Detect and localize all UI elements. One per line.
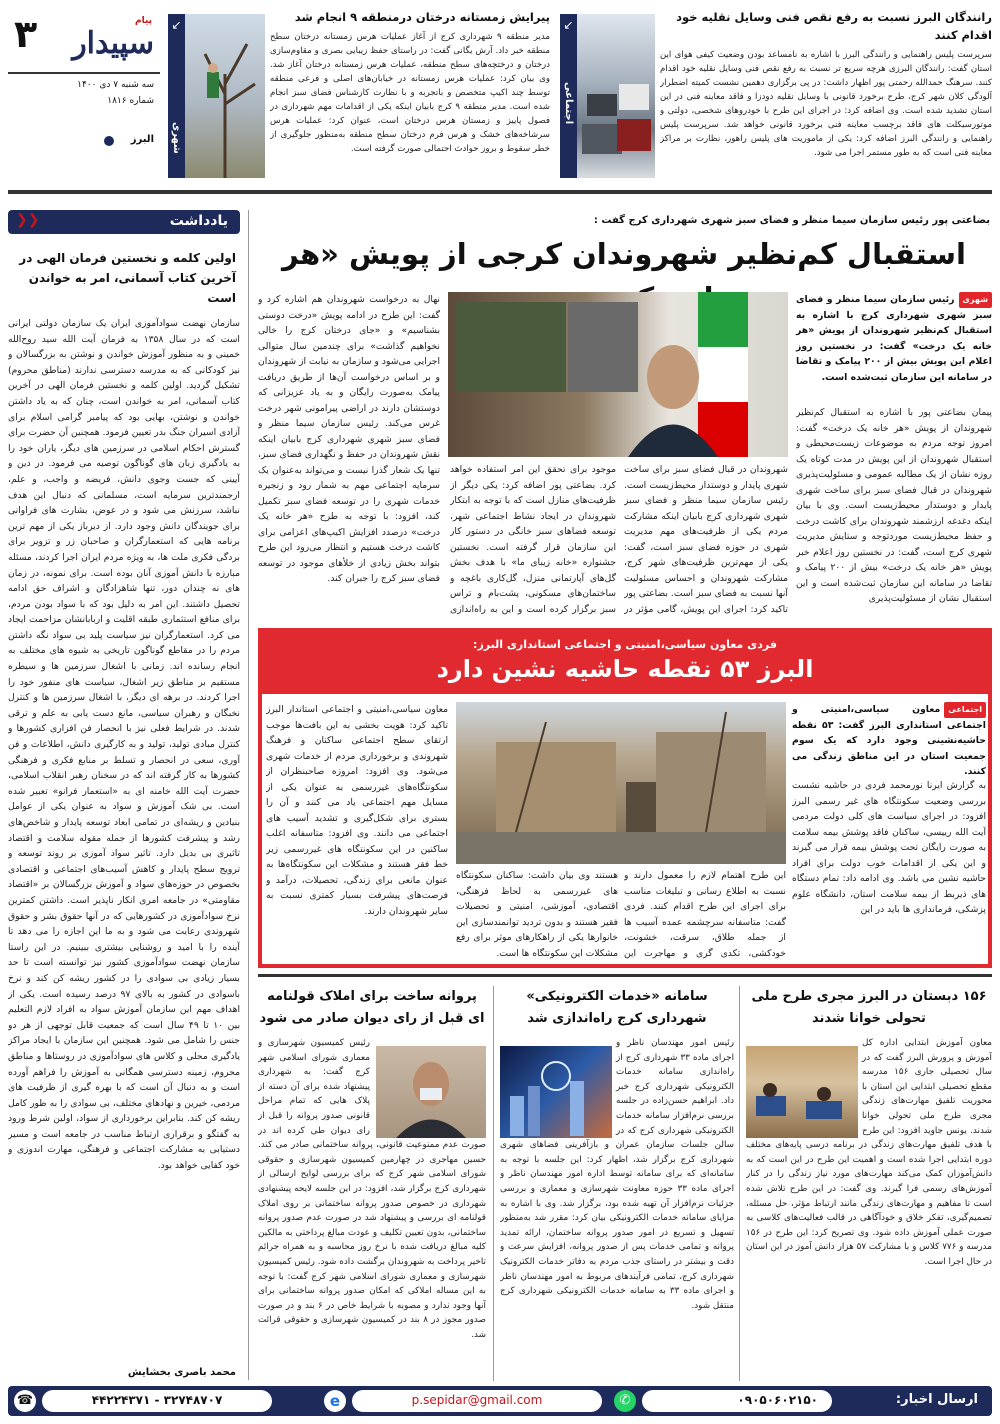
opinion-body: سازمان نهضت سوادآموزی ایران یک سازمان دولتی ایرانی است که در سال ۱۳۵۸ به فرمان آیت الله سید روح‌الله خمینی و به منظور آموزش خواندن و نوشتن به بزرگسالان و نیز کودکانی که به مدرسه دسترسی ندارند (مناطق محروم) تشکیل گردید. اولین کلمه و نخستین فرمان الهی در آخرین کتاب آسمانی، امر به خواندن است، چنان که به یاد داشتن خواندن و نوشتن، بهایی بود که پیامبر گرامی اسلام برای آزادی اسیران جنگ بدر تعیین فرمود. همچنین آن حضرت برای گسترش احکام اسلامی در سرزمین های دیگر، یاران خود را به یادگیری زبان های گوناگون توصیه می فرمود. در دین و آیینی که جست وجوی دانش، فریضه و واجب، و علم، ارجمندترین سرمایه است، مسلمانی که دنبال این هدف نباشد، سرزنش می شود و در عوض، بشارت های فراوانی برای جویندگان دانش وجود دارد. از دیرباز یکی از مهم ترین برنامه هایی که استعمارگران و صاحبان زر و تزویر برای بردگی فکری ملت ها، به ویژه مردم ایران اجرا کردند، مسئله مبارزه با دانش آموزی آنان بوده است. برای نمونه، در زمان های نه چندان دور، تنها شاهزادگان و اشراف حق ادامه تحصیل داشتند. این امر به دلیل بود که با سواد بودن مردم، برای منافع استثماری طبقه اقلیت و اربابانشان مزاحمت ایجاد می کرد. استعمارگران نیز سیاست پلید بی سواد نگه داشتن مردم را در مقاطع گوناگون تاریخی به شیوه های مختلف به انجام رسانده اند. زمانی با اشغال سرزمین ها و سیطره مستقیم بر مناطق زیر اشغال، سیاست های منفور خود را اجرا کردند. در برهه ای دیگر، با اشغال سرزمین ها و کنترل نخبگان و رهبران سیاسی، مانع دست یابی به علم و ترقی شدند. در شرایط فعلی نیز با انحصار فن افزاری کشورها و کنترل مبادی تولید، تولید و به کارگیری دانش، اطلاعات و فن آوری، سعی در انحصار و تسلط بر منابع فکری و فرهنگی کشورها به کار گرفته اند که در سخنان رهبر انقلاب اسلامی، حضرت آیت الله خامنه ای به «استعمار فرانو» تعبیر شده است. بی شک آموزش و سواد به عنوان یکی از عوامل بنیادین و ریشه‌ای در تمامی ابعاد توسعه پایدار و شاخص‌های رشد و پیشرفت کشورها از جمله مقوله سلامت و اقتصاد تاثیری بی بدیل دارد. تاثیر سواد آموزی بر روند توسعه و ترویج سطح پایدار و کاهش آسیب‌های اجتماعی و اقتصادی بخصوص در حوزه‌های سواد و آموزش بزرگسالان بر «اقتصاد مقاومتی» در جامعه امری انکار ناپذیر است. داشتن کمترین نرخ سوادآموزی در کشورهایی که در آنها حقوق بشر و حقوق شهروندی رعایت می شود و به ما این اجازه را می دهد تا آینده را با امید و روشنایی بیشتری ببینیم. در این راستا سازمان نهضت سوادآموزی کشور نیز توانسته است تا حد بسیار زیادی بی سوادی را در کشور ریشه کن کند و نرخ باسوادی در کشور به بالای ۹۷ درصد رسیده است. یکی از اهداف مهم این سازمان آموزش سواد به افراد لازم التعلیم بین ۱۰ تا ۴۹ سال است که جمعیت قابل توجهی از هر دو جنس را شامل می شود. همچنین این سازمان با ایجاد مراکز یادگیری محلی و کلاس های سوادآموزی در روستاها و مناطق محروم، زمینه دسترسی همگانی به آموزش را فراهم آورده است و به دنبال آن است که با بهره گیری از ظرفیت های مردمی، خیرین و نهادهای مختلف، بی سوادی را به طور کامل ریشه کن کند. بنابراین برخورداری از سواد، اولین شرط ورود به گفتگو و برقراری ارتباط مناسب در جامعه است و مسیر دستیابی به مشارکت اجتماعی و فرهنگی، مهارت اندوزی و خود کفایی خواهد بود. <box>8 318 240 1172</box>
lead-headline: استقبال کم‌نظیر شهروندان کرجی از پویش «هر <box>282 237 966 271</box>
drivers-article <box>660 8 992 183</box>
feature-col-left: معاون سیاسی،امنیتی و اجتماعی استاندار البرز تاکید کرد: هویت بخشی به این بافت‌ها موجب ارتقای سطح اجتماعی ساکنان و فرهنگ شهروندی و برخورداری مردم از خدمات شهری می‌شود. وی افزود: امروزه صاحبنظران از سکونتگاه‌های غیررسمی به عنوان یکی از مسایل مهم اجتماعی یاد می کنند و آن را بستری برای شکل‌گیری و تشدید آسیب های اجتماعی می دانند. وی افزود: متاسفانه اغلب ساکنین در این سکونتگاه های غیررسمی زیر خط فقر هستند و مشکلات این سکونتگاه‌ها به عنوان مانعی برای زندگی، تحصیلات، درآمد و فرصت‌های پیشرفت بسیار کمتری نسبت به سایر شهروندان دارند. <box>266 704 448 917</box>
email-address: p.sepidar@gmail.com <box>411 1393 543 1407</box>
lead-col-right: پیمان بضاعتی پور با اشاره به استقبال کم‌نظیر شهروندان از پویش «هر خانه یک درخت» گفت: امروز توجه مردم به موضوعات زیست‌محیطی و استقبال شهروندان از این پویش در مدت کوتاه یک روزه نشان از یک مطالبه عمومی و مسئولیت‌پذیری شهروندان در قبال فضای سبز برای ساخت شهری پایدار و دوستدار محیط‌زیست است. وی با بیان اینکه دغدغه ارزشمند شهروندان برای کاشت درخت و حفظ محیط‌زیست موردتوجه و ستایش مدیریت شهری کرج است، گفت: در نخستین روز اعلام خبر پویش «هر خانه یک درخت» بیش از ۲۰۰ پیامک و تقاضا در سامانه این سازمان ثبت‌شده است و این استقبال نشان از مسئولیت‌پذیری <box>796 407 992 604</box>
esystem-article <box>500 986 734 1381</box>
phone-icon[interactable]: ☎ <box>14 1390 36 1412</box>
arrow-icon: ↙ <box>563 18 574 32</box>
email-icon[interactable]: e <box>324 1390 346 1412</box>
lead-col-mid-right: شهروندان در قبال فضای سبز برای ساخت شهری پایدار و دوستدار محیط‌زیست است. رئیس سازمان سیما منظر و فضای سبز شهری شهرداری کرج بابیان اینکه مشارکت مردم یکی از ظرفیت‌های مهم مدیریت شهری در حوزه فضای سبز است، گفت: یکی از مهم‌ترین ظرفیت‌های شهر کرج، مشارکت شهروندان و احساس مسئولیت آنها نسبت به فضای سبز است. بضاعتی پور تاکید کرد: اجرای این پویش، گامی مؤثر در <box>624 464 788 615</box>
permits-text: رئیس کمیسیون شهرسازی و معماری شورای اسلامی شهر کرج گفت: به شهرداری پیشنهاد شده برای آن دسته از پلاک هایی که تمام مراحل قانونی صدور پروانه را قبل از رای دیوان طی کرده اند در صورت عدم ممنوعیت قانونی، پروانه ساختمانی صادر می کند. حسین مهاجری در چهارمین کمیسیون شهرسازی و حقوقی شورای اسلامی شهر کرج که برای بررسی لوایح ارسالی از شهرداری کرج برگزار شد، افزود: در این جلسه لایحه پیشنهادی شهرداری در خصوص صدور پروانه ساختمانی بر روی املاک قولنامه ای بررسی و پیشنهاد شد در صورت عدم صدور پروانه ساختمانی، بدون تعیین تکلیف و عودت مبالغ پرداختی به مالکین کلیه مبالغ دریافت شده با نرخ روز محاسبه و به همراه جرائم تاخیر پرداخت به شهروندان برگشت داده شود. رئیس کمیسیون شهرسازی و معماری شورای اسلامی شهر کرج گفت: با توجه به این مساله املاکی که امکان صدور پروانه ساختمانی برای آنها وجود ندارد و مصوبه با شرایط خاص در ۶ بند و در صورت صدور مجوز در ۸ بند در کمیسیون شهرسازی و حقوقی قرائت شد. <box>258 1038 486 1340</box>
logo: سپیدار <box>72 26 154 61</box>
esystem-title: سامانه «خدمات الکترونیکی» شهرداری کرج راه‌اندازی شد <box>526 989 708 1026</box>
feature-lead: معاون سیاسی،امنیتی و اجتماعی استانداری البرز گفت: ۵۳ نقطه حاشیه‌نشینی وجود دارد که یک سوم جمعیت استان در این مناطق زندگی می کنند. <box>792 704 986 777</box>
schools-title: ۱۵۶ دبستان در البرز مجری طرح ملی تحولی خوانا شدند <box>751 989 987 1026</box>
lead-col-left: نهال به درخواست شهروندان هم اشاره کرد و گفت: این طرح در ادامه پویش «درخت دوستی بشناسیم» و «جای درختان کرج را خالی نخواهیم گذاشت» برای چندمین سال متوالی اجرایی می‌شود و سازمان به نیابت از شهروندان و بر اساس درخواست آن‌ها از طریق دریافت پیامک به‌صورت رایگان و به یاد عزیزانی که دوستشان دارند در اراضی پیرامونی شهر درخت غرس می‌کند. رئیس سازمان سیما منظر و فضای سبز شهری شهرداری کرج بابیان اینکه نقش شهروندان در حفظ و نگهداری فضای سبز، تنها یک شعار گذرا نیست و می‌تواند به‌عنوان یک سرمایه اجتماعی مهم به شمار رود و زنجیره خدمات شهری را در توسعه فضای سبز تکمیل کند، افزود: با توجه به طرح «هر خانه یک درخت» درصدد افزایش اکیپ‌های اعزامی برای کاشت درخت هستیم و انتظار می‌رود این طرح بتواند بخش زیادی از خلأهای موجود در توسعه فضای سبز کرج را جبران کند. <box>258 294 440 584</box>
whatsapp-icon[interactable]: ✆ <box>614 1390 636 1412</box>
traffic-photo <box>577 14 655 178</box>
phone-number: ۳۲۷۴۸۷۰۷ - ۴۴۲۲۴۳۷۱ <box>91 1393 223 1407</box>
issue-date: سه شنبه ۷ دی ۱۴۰۰ <box>77 80 154 90</box>
drivers-body: سرپرست پلیس راهنمایی و رانندگی البرز با اشاره به نامساعد بودن وضعیت کیفی هوای این استان گفت: رانندگان البرزی هرچه سریع تر نسبت به رفع نقص فنی وسایل نقلیه خود اقدام کنند. سرهنگ حمدالله رحمتی پور اظهار داشت: در پی برگزاری دهمین نشست کمیته اضطرار آلودگی کلان شهر کرج، طرح برخورد قانونی با وسایل نقلیه دودزا و فاقد معاینه فنی در این استان تشدید شده است. وی اضافه کرد: در اجرای این طرح با خودروهای شخصی، دولتی و موتورسیکلت های فاقد برچسب معاینه فنی برخورد قانونی خواهد شد. سرپرست پلیس راهنمایی و رانندگی البرز اضافه کرد: یکی از ماموریت های پلیس راهور، نظارت بر مراکز معاینه فنی است که به طور مستمر اجرا می شود. <box>660 50 992 158</box>
logo-prefix: پیام <box>134 16 152 26</box>
chevron-icon: ❮❮ <box>16 212 40 228</box>
column-divider <box>493 986 494 1381</box>
feature-banner <box>262 632 988 694</box>
slum-photo <box>456 702 786 864</box>
region-label: البرز <box>130 134 154 145</box>
pruning-title: پیرایش زمستانه درختان درمنطقه ۹ انجام شد <box>294 10 550 24</box>
page-number: ۳ <box>14 12 38 56</box>
lead-col-mid-left: موجود برای تحقق این امر استفاده خواهد کرد. بضاعتی پور اضافه کرد: یکی دیگر از ظرفیت‌های منازل است که با توجه به ابتکار شهروندان در ایجاد نشاط اجتماعی شهر، توسعه فضاهای سبز خانگی در دستور کار این سازمان قرار گرفته است. نخستین جشنواره «خانه زیبای ما» با هدف بخش گل‌های آپارتمانی منزل، گل‌کاری باغچه و ساختمان‌های مسکونی، پشت‌بام و تراس سبز برگزار کرده است و این به راه‌اندازی <box>450 464 616 615</box>
email-field[interactable] <box>352 1390 602 1412</box>
schools-text: معاون آموزش ابتدایی اداره کل آموزش و پرورش البرز گفت که در سال تحصیلی جاری ۱۵۶ مدرسه مقطع تحصیلی ابتدایی این استان با محوریت تلفیق مهارت‌های زندگی مجری طرح ملی تحولی خوانا شدند. یونس جاوید افزود: این طرح با هدف تلفیق مهارت‌های زندگی در برنامه درسی پایه‌های مختلف دوره ابتدایی اجرا شده است و اهمیت این طرح در این است که به دانش‌آموزان کمک می‌کند مهارت‌های مورد نیاز زندگی را در کنار آموزش‌های رسمی فرا گیرند. وی گفت: در این طرح تلاش شده است تا مفاهیم و مهارت‌های زندگی مانند ارتباط مؤثر، حل مسئله، تصمیم‌گیری، تفکر خلاق و خودآگاهی در قالب فعالیت‌های کلاسی به صورت عملی آموزش داده شود. وی تصریح کرد: این طرح در ۱۵۶ مدرسه و ۷۷۶ کلاس و با مشارکت ۵۷ هزار دانش آموز در این استان در حال اجرا است. <box>746 1038 992 1267</box>
feature-bottom-divider <box>258 974 992 977</box>
drivers-title: رانندگان البرز نسبت به رفع نقص فنی وسایل نقلیه خود اقدام کنند <box>676 10 992 42</box>
pruning-article <box>270 8 550 183</box>
pruning-body: مدیر منطقه ۹ شهرداری کرج از آغاز عملیات هرس زمستانه درختان سطح منطقه خبر داد. آرش یگانی گفت: در راستای حفظ زیبایی بصری و مقاوم‌سازی درختان و درختچه‌های سطح منطقه، عملیات هرس زمستانه درختان آغاز شد. وی بیان کرد: عملیات هرس زمستانه در خیابان‌های اصلی و فرعی منطقه توسط چند اکیپ متخصص و باتجربه و با نظارت کارشناس فضای سبز انجام شده است. مدیر منطقه ۹ کرج بابیان اینکه یکی از اقدامات مهم شهرداری در فصول پاییز و زمستان هرس درختان است، عنوان کرد: عملیات هرس سرشاخه‌های خشک و هرس فرم درختان سطح منطقه به‌منظور جلوگیری از خطر سقوط و بروز حوادث احتمالی صورت گرفته است. <box>270 32 550 154</box>
feature-col-mid-right: این طرح اهتمام لازم را معمول دارند و نسبت به اطلاع رسانی و تبلیغات مناسب برای اجرای این طرح اقدام کنند. فردی گفت: متاسفانه سرچشمه عمده آسیب ها از جمله طلاق، سرقت، خشونت، خودکشی، تکدی گری و مهاجرت این <box>624 870 786 959</box>
whatsapp-number: ۰۹۰۵۰۶۰۲۱۵۰ <box>737 1393 818 1407</box>
feature-col-mid-left: هستند وی بیان داشت: ساکنان سکونتگاه های غیررسمی به لحاظ فرهنگی، اقتصادی، آموزشی، امنیتی و تحصیلات فقیر هستند و بدون تردید توانمندسازی این خانوارها یکی از راهکارهای موثر برای رفع مشکلات این سکونتگاه ها است. <box>456 870 618 959</box>
permits-title: پروانه ساخت برای املاک قولنامه ای قبل از رای دیوان صادر می شود <box>259 989 485 1026</box>
pruning-photo <box>185 14 265 178</box>
footer-bar <box>8 1386 992 1416</box>
shahri-label: شهری <box>171 122 182 154</box>
permits-article <box>258 986 486 1381</box>
lead-intro <box>796 292 992 385</box>
column-divider <box>739 986 740 1381</box>
footer-label: ارسال اخبار: <box>895 1392 978 1407</box>
lead-tag: شهری <box>959 292 992 308</box>
region-icon <box>104 136 114 146</box>
classroom-photo <box>746 1046 858 1138</box>
masthead <box>8 10 160 180</box>
shahri-sidebar <box>168 14 185 178</box>
opinion-header <box>8 210 240 234</box>
arrow-icon: ↙ <box>171 18 182 32</box>
phone-field[interactable] <box>42 1390 272 1412</box>
whatsapp-field[interactable] <box>642 1390 832 1412</box>
feature-headline: البرز ۵۳ نقطه حاشیه نشین دارد <box>436 655 814 683</box>
official-photo <box>448 292 788 457</box>
tech-photo <box>500 1046 612 1138</box>
opinion-column <box>8 210 240 1380</box>
feature-tag: اجتماعی <box>944 702 986 718</box>
feature-intro <box>792 702 986 780</box>
schools-article <box>746 986 992 1381</box>
lead-text: رئیس سازمان سیما منظر و فضای سبز شهری شهرداری کرج با اشاره به استقبال کم‌نظیر شهروندان از پویش «هر خانه یک درخت» گفت: در نخستین روز اعلام این پویش بیش از ۲۰۰ پیامک و تقاضا در سامانه این سازمان ثبت‌شده است. <box>796 294 992 383</box>
esystem-text: رئیس امور مهندسان ناظر و اجرای ماده ۳۳ شهرداری کرج از راه‌اندازی سامانه خدمات الکترونیکی شهرداری کرج خبر داد. ابراهیم حسن‌زاده در جلسه بررسی نرم‌افزار سامانه خدمات الکترونیکی شهرداری کرج که در سالن جلسات سازمان عمران و بازآفرینی فضاهای شهری شهرداری کرج برگزار شد، اظهار کرد: این جلسه با توجه به سامانه‌ای که برای سامانه توسط اداره امور مهندسان ناظر و اجرای ماده ۳۳ حوزه معاونت شهرسازی و معماری و بررسی جزئیات نرم‌افزار آن تهیه شده بود، برگزار شد. وی با اشاره به مزایای سامانه خدمات الکترونیکی بیان کرد: مقرر شد به‌منظور تسهیل و تسریع در امور صدور پروانه ساختمان، ارائه تمدید پروانه و تمامی خدمات پس از صدور پروانه، افزایش سرعت و دقت و بیشتر در راستای جذب مردم به دفاتر خدمات الکترونیک شهرداری کرج، تمامی فرآیندهای مربوط به امور مهندسان ناظر و اجرای ماده ۳۳ به سامانه خدمات الکترونیکی شهرداری کرج منتقل شود. <box>500 1038 734 1311</box>
lead-kicker: بضاعتی پور رئیس سازمان سیما منظر و فضای سبز شهری شهرداری کرج گفت : <box>593 215 990 226</box>
opinion-title: اولین کلمه و نخستین فرمان الهی در آخرین کتاب آسمانی، امر به خواندن است <box>19 251 236 305</box>
feature-col-right: به گزارش ایرنا نورمحمد فردی در حاشیه نشست بررسی وضعیت سکونتگاه های غیر رسمی البرز افزود: در اجرای سیاست های کلی دولت مردمی آیت الله رییسی، ساکنان فاقد پوشش بیمه سلامت به صورت رایگان تحت پوشش بیمه قرار می گیرند و این یکی از اقدامات خوب دولت برای افراد حاشیه نشین می باشد. وی ادامه داد: تمام دستگاه های ذیربط از بیمه سلامت استان، دانشگاه علوم پزشکی، فرمانداری ها باید در این <box>792 780 986 915</box>
councilman-photo <box>376 1046 486 1138</box>
opinion-author: محمد باصری بخشایش <box>127 1367 236 1378</box>
ejtemaei-sidebar <box>560 14 577 178</box>
issue-number: شماره ۱۸۱۶ <box>107 96 154 106</box>
opinion-header-label: یادداشت <box>169 213 228 229</box>
top-divider <box>8 190 992 194</box>
column-divider <box>248 210 249 1380</box>
feature-kicker: فردی معاون سیاسی،امنیتی و اجتماعی استانداری البرز: <box>473 638 777 651</box>
ejtemaei-label: اجتماعی <box>563 82 574 125</box>
